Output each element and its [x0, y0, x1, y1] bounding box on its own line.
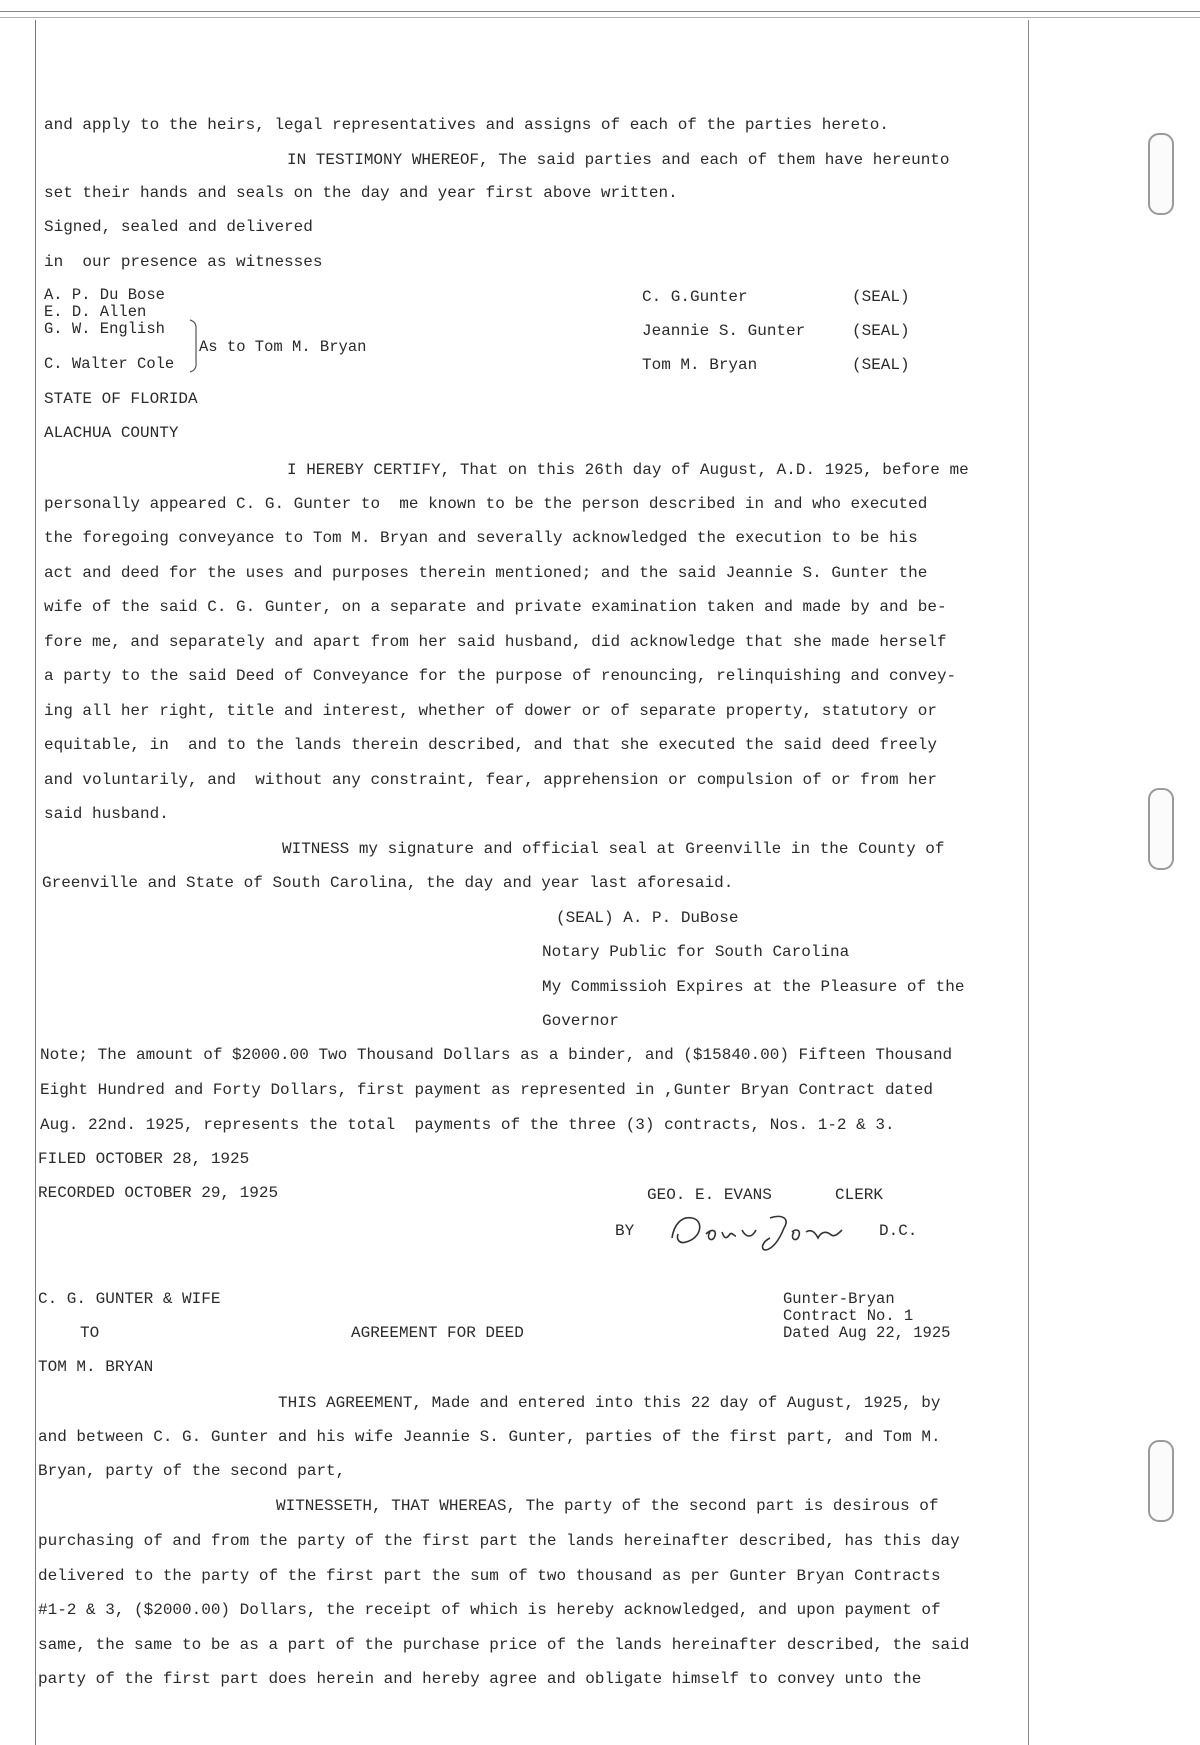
witness-name: E. D. Allen	[44, 303, 147, 321]
contract-ref: Contract No. 1	[783, 1307, 914, 1325]
signer-name: Tom M. Bryan	[642, 356, 758, 374]
filed-date: FILED OCTOBER 28, 1925	[38, 1150, 250, 1168]
seal-mark: (SEAL)	[852, 288, 910, 306]
text-line: equitable, in and to the lands therein described, and that she executed the said deed freely	[44, 736, 937, 754]
clerk-name: GEO. E. EVANS	[647, 1186, 772, 1204]
note-line: Note; The amount of $2000.00 Two Thousand Dollars as a binder, and ($15840.00) Fifteen Thousand	[40, 1046, 953, 1064]
seal-mark: (SEAL)	[852, 356, 910, 374]
text-line: party of the first part does herein and hereby agree and obligate himself to convey unto the	[38, 1670, 922, 1688]
clerk-signature	[662, 1208, 862, 1253]
notary-line: (SEAL) A. P. DuBose	[556, 909, 739, 927]
document-title: AGREEMENT FOR DEED	[351, 1324, 524, 1342]
state-heading: STATE OF FLORIDA	[44, 390, 198, 408]
notary-line: Governor	[542, 1012, 619, 1030]
witness-name: A. P. Du Bose	[44, 286, 165, 304]
text-line: in our presence as witnesses	[44, 253, 323, 271]
text-line: a party to the said Deed of Conveyance for the purpose of renouncing, relinquishing and convey-	[44, 667, 957, 685]
binder-hole-1	[1148, 133, 1174, 215]
binder-hole-2	[1148, 788, 1174, 870]
contract-ref: Gunter-Bryan	[783, 1290, 895, 1308]
text-line: WITNESS my signature and official seal at Greenville in the County of	[282, 840, 945, 858]
recorded-date: RECORDED OCTOBER 29, 1925	[38, 1184, 279, 1202]
notary-line: Notary Public for South Carolina	[542, 943, 850, 961]
text-line: set their hands and seals on the day and year first above written.	[44, 184, 678, 202]
party-second: TOM M. BRYAN	[38, 1358, 154, 1376]
left-margin-line	[35, 20, 36, 1745]
seal-mark: (SEAL)	[852, 322, 910, 340]
clerk-dc: D.C.	[879, 1222, 918, 1240]
witness-name: G. W. English	[44, 320, 165, 338]
text-line: THIS AGREEMENT, Made and entered into this 22 day of August, 1925, by	[278, 1394, 941, 1412]
text-line: personally appeared C. G. Gunter to me known to be the person described in and who executed	[44, 495, 928, 513]
text-line: and voluntarily, and without any constraint, fear, apprehension or compulsion of or from her	[44, 771, 937, 789]
text-line: same, the same to be as a part of the purchase price of the lands hereinafter described, the said	[38, 1636, 970, 1654]
text-line: act and deed for the uses and purposes therein mentioned; and the said Jeannie S. Gunter the	[44, 564, 928, 582]
contract-ref: Dated Aug 22, 1925	[783, 1324, 951, 1342]
clerk-by: BY	[615, 1222, 635, 1240]
text-line: purchasing of and from the party of the first part the lands hereinafter described, has this day	[38, 1532, 960, 1550]
notary-line: My Commissioh Expires at the Pleasure of the	[542, 978, 965, 996]
text-line: the foregoing conveyance to Tom M. Bryan and severally acknowledged the execution to be his	[44, 529, 918, 547]
text-line: Bryan, party of the second part,	[38, 1462, 346, 1480]
note-line: Eight Hundred and Forty Dollars, first payment as represented in ,Gunter Bryan Contract dated	[40, 1081, 933, 1099]
text-line: IN TESTIMONY WHEREOF, The said parties and each of them have hereunto	[287, 151, 950, 169]
text-line: fore me, and separately and apart from her said husband, did acknowledge that she made herself	[44, 633, 947, 651]
witness-name: C. Walter Cole	[44, 355, 175, 373]
text-line: and apply to the heirs, legal representatives and assigns of each of the parties hereto.	[44, 116, 889, 134]
signer-name: Jeannie S. Gunter	[642, 322, 806, 340]
text-line: ing all her right, title and interest, whether of dower or of separate property, statutory or	[44, 702, 937, 720]
text-line: delivered to the party of the first part the sum of two thousand as per Gunter Bryan Contracts	[38, 1567, 941, 1585]
binder-hole-3	[1148, 1440, 1174, 1522]
text-line: said husband.	[44, 805, 169, 823]
text-line: #1-2 & 3, ($2000.00) Dollars, the receipt of which is hereby acknowledged, and upon payment of	[38, 1601, 941, 1619]
text-line: WITNESSETH, THAT WHEREAS, The party of the second part is desirous of	[276, 1497, 939, 1515]
witness-as-to: As to Tom M. Bryan	[199, 338, 367, 356]
county-heading: ALACHUA COUNTY	[44, 424, 179, 442]
party-to: TO	[80, 1324, 100, 1342]
party-first: C. G. GUNTER & WIFE	[38, 1290, 221, 1308]
right-margin-line	[1028, 20, 1029, 1745]
top-border	[0, 11, 1200, 18]
text-line: I HEREBY CERTIFY, That on this 26th day of August, A.D. 1925, before me	[287, 461, 969, 479]
text-line: Greenville and State of South Carolina, the day and year last aforesaid.	[42, 874, 734, 892]
clerk-title: CLERK	[835, 1186, 884, 1204]
signer-name: C. G.Gunter	[642, 288, 748, 306]
text-line: Signed, sealed and delivered	[44, 218, 313, 236]
witness-bracket	[188, 318, 202, 374]
note-line: Aug. 22nd. 1925, represents the total payments of the three (3) contracts, Nos. 1-2 & 3.	[40, 1116, 895, 1134]
text-line: and between C. G. Gunter and his wife Jeannie S. Gunter, parties of the first part, and Tom M.	[38, 1428, 941, 1446]
text-line: wife of the said C. G. Gunter, on a separate and private examination taken and made by and be-	[44, 598, 947, 616]
